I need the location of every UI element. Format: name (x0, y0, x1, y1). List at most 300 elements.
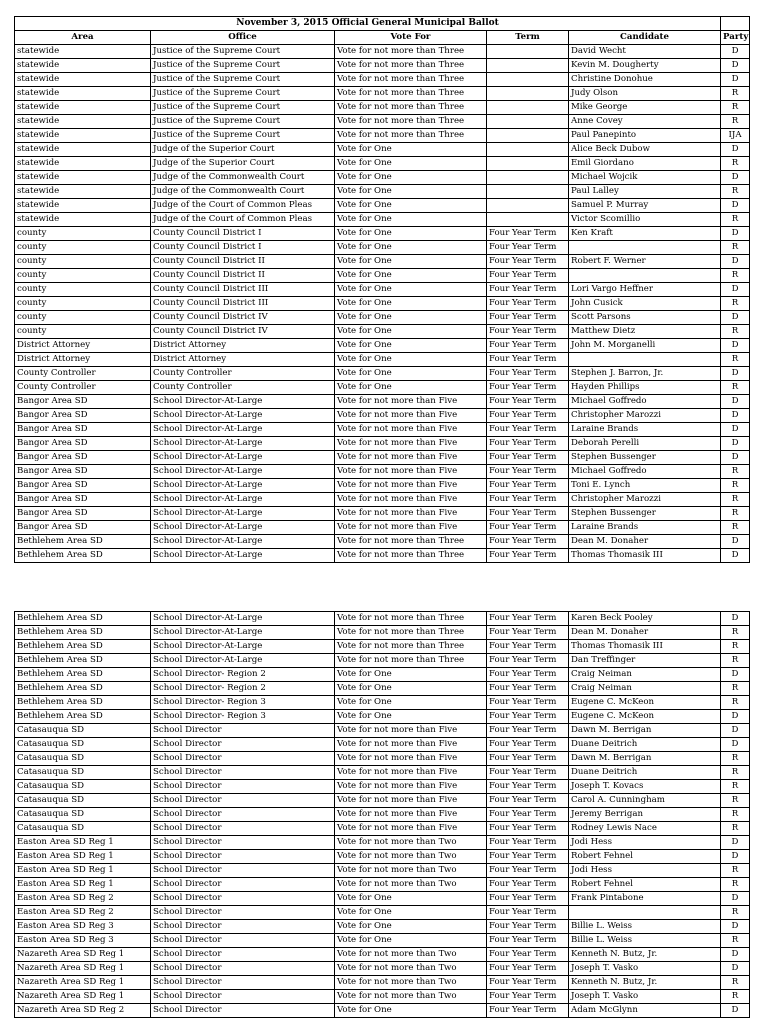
party-cell: D (721, 45, 750, 59)
term-cell: Four Year Term (487, 850, 569, 864)
candidate-cell: Karen Beck Pooley (569, 612, 721, 626)
term-cell: Four Year Term (487, 836, 569, 850)
ballot-row (15, 850, 750, 864)
area-cell: county (15, 297, 151, 311)
candidate-cell: Thomas Thomasik III (569, 549, 721, 563)
ballot-row (15, 493, 750, 507)
header-vote-for: Vote For (335, 31, 487, 45)
candidate-cell: Stephen Bussenger (569, 507, 721, 521)
office-cell: School Director (151, 822, 335, 836)
ballot-row (15, 682, 750, 696)
ballot-row (15, 864, 750, 878)
term-cell: Four Year Term (487, 535, 569, 549)
area-cell: Nazareth Area SD Reg 1 (15, 976, 151, 990)
candidate-cell: Eugene C. McKeon (569, 710, 721, 724)
vote-for-cell: Vote for not more than Three (335, 87, 487, 101)
area-cell: county (15, 283, 151, 297)
ballot-row (15, 640, 750, 654)
area-cell: county (15, 269, 151, 283)
party-cell: R (721, 465, 750, 479)
term-cell (487, 59, 569, 73)
ballot-row (15, 255, 750, 269)
candidate-cell: Joseph T. Vasko (569, 962, 721, 976)
term-cell: Four Year Term (487, 724, 569, 738)
area-cell: Easton Area SD Reg 1 (15, 864, 151, 878)
party-cell: D (721, 535, 750, 549)
ballot-row (15, 157, 750, 171)
candidate-cell: John M. Morganelli (569, 339, 721, 353)
vote-for-cell: Vote for One (335, 892, 487, 906)
office-cell: School Director- Region 3 (151, 710, 335, 724)
candidate-cell: Matthew Dietz (569, 325, 721, 339)
party-cell: R (721, 640, 750, 654)
party-cell: R (721, 493, 750, 507)
candidate-cell: Judy Olson (569, 87, 721, 101)
party-cell: D (721, 423, 750, 437)
candidate-cell: Jodi Hess (569, 836, 721, 850)
vote-for-cell: Vote for not more than Two (335, 990, 487, 1004)
term-cell: Four Year Term (487, 339, 569, 353)
term-cell (487, 143, 569, 157)
office-cell: County Controller (151, 367, 335, 381)
vote-for-cell: Vote for One (335, 311, 487, 325)
party-cell: R (721, 101, 750, 115)
office-cell: County Council District IV (151, 325, 335, 339)
ballot-row (15, 766, 750, 780)
party-cell: R (721, 269, 750, 283)
candidate-cell: Christine Donohue (569, 73, 721, 87)
vote-for-cell: Vote for not more than Two (335, 864, 487, 878)
ballot-row (15, 990, 750, 1004)
party-cell: D (721, 962, 750, 976)
vote-for-cell: Vote for One (335, 920, 487, 934)
vote-for-cell: Vote for not more than Three (335, 101, 487, 115)
office-cell: County Controller (151, 381, 335, 395)
title-blank-cell (721, 17, 750, 31)
party-cell: D (721, 738, 750, 752)
office-cell: Justice of the Supreme Court (151, 129, 335, 143)
area-cell: county (15, 325, 151, 339)
office-cell: School Director (151, 864, 335, 878)
term-cell (487, 171, 569, 185)
area-cell: Bethlehem Area SD (15, 696, 151, 710)
office-cell: School Director- Region 3 (151, 696, 335, 710)
vote-for-cell: Vote for not more than Five (335, 738, 487, 752)
party-cell: R (721, 353, 750, 367)
ballot-table-page-1 (14, 16, 750, 563)
term-cell: Four Year Term (487, 766, 569, 780)
party-cell: D (721, 227, 750, 241)
candidate-cell: Kevin M. Dougherty (569, 59, 721, 73)
term-cell: Four Year Term (487, 437, 569, 451)
party-cell: D (721, 451, 750, 465)
party-cell: R (721, 626, 750, 640)
party-cell: D (721, 283, 750, 297)
office-cell: School Director-At-Large (151, 654, 335, 668)
term-cell: Four Year Term (487, 612, 569, 626)
area-cell: Catasauqua SD (15, 752, 151, 766)
vote-for-cell: Vote for One (335, 143, 487, 157)
candidate-cell: Billie L. Weiss (569, 920, 721, 934)
area-cell: statewide (15, 171, 151, 185)
candidate-cell: Mike George (569, 101, 721, 115)
area-cell: Catasauqua SD (15, 724, 151, 738)
office-cell: School Director-At-Large (151, 437, 335, 451)
candidate-cell: Craig Neiman (569, 682, 721, 696)
office-cell: Justice of the Supreme Court (151, 59, 335, 73)
area-cell: Catasauqua SD (15, 766, 151, 780)
vote-for-cell: Vote for not more than Two (335, 836, 487, 850)
ballot-row (15, 780, 750, 794)
party-cell: D (721, 668, 750, 682)
term-cell: Four Year Term (487, 465, 569, 479)
candidate-cell: Kenneth N. Butz, Jr. (569, 948, 721, 962)
area-cell: statewide (15, 213, 151, 227)
office-cell: School Director (151, 934, 335, 948)
party-cell: D (721, 549, 750, 563)
term-cell (487, 199, 569, 213)
vote-for-cell: Vote for not more than Five (335, 465, 487, 479)
area-cell: Catasauqua SD (15, 794, 151, 808)
term-cell: Four Year Term (487, 780, 569, 794)
area-cell: county (15, 227, 151, 241)
term-cell: Four Year Term (487, 227, 569, 241)
candidate-cell: Toni E. Lynch (569, 479, 721, 493)
area-cell: Bangor Area SD (15, 423, 151, 437)
term-cell: Four Year Term (487, 934, 569, 948)
area-cell: Bethlehem Area SD (15, 668, 151, 682)
ballot-row (15, 185, 750, 199)
ballot-row (15, 199, 750, 213)
office-cell: County Council District I (151, 241, 335, 255)
party-cell: D (721, 143, 750, 157)
area-cell: Bangor Area SD (15, 493, 151, 507)
ballot-row (15, 948, 750, 962)
vote-for-cell: Vote for not more than Three (335, 612, 487, 626)
candidate-cell: Anne Covey (569, 115, 721, 129)
area-cell: Nazareth Area SD Reg 2 (15, 1004, 151, 1018)
party-cell: D (721, 892, 750, 906)
ballot-row (15, 976, 750, 990)
ballot-row (15, 59, 750, 73)
office-cell: School Director (151, 850, 335, 864)
area-cell: statewide (15, 143, 151, 157)
party-cell: R (721, 808, 750, 822)
area-cell: Bangor Area SD (15, 437, 151, 451)
area-cell: statewide (15, 185, 151, 199)
area-cell: Bethlehem Area SD (15, 682, 151, 696)
office-cell: School Director (151, 976, 335, 990)
candidate-cell: Lori Vargo Heffner (569, 283, 721, 297)
candidate-cell: Christopher Marozzi (569, 493, 721, 507)
ballot-row (15, 668, 750, 682)
candidate-cell: Robert F. Werner (569, 255, 721, 269)
party-cell: R (721, 822, 750, 836)
candidate-cell: Billie L. Weiss (569, 934, 721, 948)
term-cell: Four Year Term (487, 878, 569, 892)
office-cell: School Director-At-Large (151, 451, 335, 465)
area-cell: County Controller (15, 381, 151, 395)
candidate-cell (569, 241, 721, 255)
term-cell: Four Year Term (487, 906, 569, 920)
area-cell: District Attorney (15, 339, 151, 353)
candidate-cell: Stephen Bussenger (569, 451, 721, 465)
area-cell: Easton Area SD Reg 3 (15, 934, 151, 948)
vote-for-cell: Vote for not more than Five (335, 808, 487, 822)
candidate-cell: Deborah Perelli (569, 437, 721, 451)
office-cell: County Council District II (151, 255, 335, 269)
ballot-table-page-2 (14, 611, 750, 1018)
vote-for-cell: Vote for One (335, 227, 487, 241)
area-cell: Easton Area SD Reg 2 (15, 892, 151, 906)
area-cell: statewide (15, 59, 151, 73)
header-office: Office (151, 31, 335, 45)
vote-for-cell: Vote for One (335, 1004, 487, 1018)
office-cell: School Director-At-Large (151, 612, 335, 626)
ballot-row (15, 892, 750, 906)
header-row (15, 31, 750, 45)
candidate-cell (569, 269, 721, 283)
candidate-cell: Robert Fehnel (569, 878, 721, 892)
term-cell: Four Year Term (487, 864, 569, 878)
office-cell: School Director- Region 2 (151, 668, 335, 682)
term-cell: Four Year Term (487, 549, 569, 563)
office-cell: County Council District III (151, 283, 335, 297)
office-cell: Judge of the Court of Common Pleas (151, 213, 335, 227)
ballot-row (15, 45, 750, 59)
party-cell: R (721, 479, 750, 493)
office-cell: School Director-At-Large (151, 479, 335, 493)
vote-for-cell: Vote for not more than Two (335, 850, 487, 864)
header-candidate: Candidate (569, 31, 721, 45)
term-cell: Four Year Term (487, 269, 569, 283)
vote-for-cell: Vote for not more than Five (335, 423, 487, 437)
term-cell: Four Year Term (487, 668, 569, 682)
office-cell: Justice of the Supreme Court (151, 45, 335, 59)
term-cell: Four Year Term (487, 311, 569, 325)
office-cell: County Council District IV (151, 311, 335, 325)
vote-for-cell: Vote for not more than Two (335, 878, 487, 892)
area-cell: statewide (15, 101, 151, 115)
office-cell: School Director (151, 836, 335, 850)
office-cell: Judge of the Commonwealth Court (151, 171, 335, 185)
vote-for-cell: Vote for not more than Five (335, 507, 487, 521)
candidate-cell: Paul Panepinto (569, 129, 721, 143)
header-party: Party (721, 31, 750, 45)
vote-for-cell: Vote for not more than Five (335, 479, 487, 493)
candidate-cell: Robert Fehnel (569, 850, 721, 864)
vote-for-cell: Vote for not more than Three (335, 45, 487, 59)
vote-for-cell: Vote for not more than Three (335, 59, 487, 73)
term-cell (487, 115, 569, 129)
ballot-row (15, 87, 750, 101)
candidate-cell: Eugene C. McKeon (569, 696, 721, 710)
vote-for-cell: Vote for One (335, 171, 487, 185)
office-cell: School Director (151, 724, 335, 738)
office-cell: Justice of the Supreme Court (151, 115, 335, 129)
term-cell: Four Year Term (487, 255, 569, 269)
area-cell: Bethlehem Area SD (15, 612, 151, 626)
vote-for-cell: Vote for One (335, 213, 487, 227)
ballot-row (15, 654, 750, 668)
term-cell: Four Year Term (487, 297, 569, 311)
office-cell: County Council District II (151, 269, 335, 283)
candidate-cell: Jodi Hess (569, 864, 721, 878)
party-cell: R (721, 297, 750, 311)
ballot-row (15, 381, 750, 395)
term-cell: Four Year Term (487, 423, 569, 437)
area-cell: Bangor Area SD (15, 395, 151, 409)
ballot-row (15, 171, 750, 185)
candidate-cell: Paul Lalley (569, 185, 721, 199)
ballot-row (15, 73, 750, 87)
party-cell: R (721, 794, 750, 808)
office-cell: Justice of the Supreme Court (151, 101, 335, 115)
header-term: Term (487, 31, 569, 45)
party-cell: D (721, 920, 750, 934)
office-cell: County Council District III (151, 297, 335, 311)
ballot-row (15, 906, 750, 920)
area-cell: Easton Area SD Reg 1 (15, 878, 151, 892)
area-cell: statewide (15, 157, 151, 171)
ballot-row (15, 353, 750, 367)
term-cell: Four Year Term (487, 381, 569, 395)
area-cell: Nazareth Area SD Reg 1 (15, 962, 151, 976)
vote-for-cell: Vote for not more than Five (335, 822, 487, 836)
candidate-cell: Dawn M. Berrigan (569, 752, 721, 766)
area-cell: statewide (15, 115, 151, 129)
ballot-row (15, 696, 750, 710)
office-cell: School Director-At-Large (151, 549, 335, 563)
vote-for-cell: Vote for not more than Five (335, 395, 487, 409)
area-cell: county (15, 241, 151, 255)
party-cell: R (721, 87, 750, 101)
vote-for-cell: Vote for not more than Five (335, 766, 487, 780)
office-cell: School Director (151, 752, 335, 766)
office-cell: School Director (151, 920, 335, 934)
term-cell: Four Year Term (487, 752, 569, 766)
ballot-row (15, 794, 750, 808)
office-cell: School Director-At-Large (151, 409, 335, 423)
office-cell: School Director-At-Large (151, 507, 335, 521)
term-cell: Four Year Term (487, 794, 569, 808)
area-cell: Easton Area SD Reg 3 (15, 920, 151, 934)
office-cell: School Director-At-Large (151, 535, 335, 549)
office-cell: School Director-At-Large (151, 521, 335, 535)
candidate-cell: Michael Wojcik (569, 171, 721, 185)
vote-for-cell: Vote for not more than Five (335, 437, 487, 451)
ballot-row (15, 367, 750, 381)
ballot-row (15, 549, 750, 563)
candidate-cell: Christopher Marozzi (569, 409, 721, 423)
term-cell (487, 157, 569, 171)
area-cell: Bangor Area SD (15, 451, 151, 465)
area-cell: Catasauqua SD (15, 780, 151, 794)
ballot-row (15, 423, 750, 437)
area-cell: Easton Area SD Reg 1 (15, 850, 151, 864)
office-cell: District Attorney (151, 339, 335, 353)
ballot-row (15, 129, 750, 143)
candidate-cell: Ken Kraft (569, 227, 721, 241)
vote-for-cell: Vote for One (335, 297, 487, 311)
party-cell: D (721, 339, 750, 353)
term-cell: Four Year Term (487, 976, 569, 990)
vote-for-cell: Vote for not more than Three (335, 640, 487, 654)
area-cell: County Controller (15, 367, 151, 381)
party-cell: R (721, 521, 750, 535)
vote-for-cell: Vote for not more than Three (335, 549, 487, 563)
candidate-cell: Dean M. Donaher (569, 535, 721, 549)
vote-for-cell: Vote for not more than Five (335, 451, 487, 465)
party-cell: R (721, 752, 750, 766)
ballot-row (15, 934, 750, 948)
party-cell: R (721, 654, 750, 668)
party-cell: D (721, 437, 750, 451)
term-cell: Four Year Term (487, 682, 569, 696)
term-cell (487, 185, 569, 199)
party-cell: D (721, 710, 750, 724)
office-cell: School Director (151, 962, 335, 976)
ballot-row (15, 752, 750, 766)
party-cell: R (721, 241, 750, 255)
area-cell: Easton Area SD Reg 1 (15, 836, 151, 850)
party-cell: D (721, 73, 750, 87)
vote-for-cell: Vote for One (335, 283, 487, 297)
ballot-row (15, 115, 750, 129)
term-cell: Four Year Term (487, 654, 569, 668)
term-cell (487, 73, 569, 87)
vote-for-cell: Vote for not more than Three (335, 654, 487, 668)
area-cell: Catasauqua SD (15, 738, 151, 752)
office-cell: School Director (151, 794, 335, 808)
term-cell: Four Year Term (487, 948, 569, 962)
ballot-row (15, 395, 750, 409)
ballot-row (15, 962, 750, 976)
ballot-row (15, 724, 750, 738)
area-cell: statewide (15, 87, 151, 101)
area-cell: Nazareth Area SD Reg 1 (15, 990, 151, 1004)
ballot-row (15, 465, 750, 479)
ballot-row (15, 507, 750, 521)
term-cell: Four Year Term (487, 738, 569, 752)
vote-for-cell: Vote for One (335, 906, 487, 920)
candidate-cell: Dawn M. Berrigan (569, 724, 721, 738)
term-cell: Four Year Term (487, 507, 569, 521)
party-cell: R (721, 185, 750, 199)
party-cell: R (721, 976, 750, 990)
area-cell: Bethlehem Area SD (15, 549, 151, 563)
area-cell: statewide (15, 129, 151, 143)
candidate-cell: Laraine Brands (569, 423, 721, 437)
vote-for-cell: Vote for not more than Five (335, 724, 487, 738)
party-cell: D (721, 850, 750, 864)
party-cell: D (721, 255, 750, 269)
area-cell: Nazareth Area SD Reg 1 (15, 948, 151, 962)
term-cell: Four Year Term (487, 920, 569, 934)
candidate-cell: Hayden Phillips (569, 381, 721, 395)
area-cell: Bangor Area SD (15, 409, 151, 423)
candidate-cell: Thomas Thomasik III (569, 640, 721, 654)
area-cell: Catasauqua SD (15, 822, 151, 836)
candidate-cell: Joseph T. Kovacs (569, 780, 721, 794)
candidate-cell: Dean M. Donaher (569, 626, 721, 640)
office-cell: School Director (151, 906, 335, 920)
candidate-cell: Craig Neiman (569, 668, 721, 682)
term-cell: Four Year Term (487, 451, 569, 465)
party-cell: D (721, 395, 750, 409)
party-cell: D (721, 311, 750, 325)
office-cell: School Director (151, 766, 335, 780)
